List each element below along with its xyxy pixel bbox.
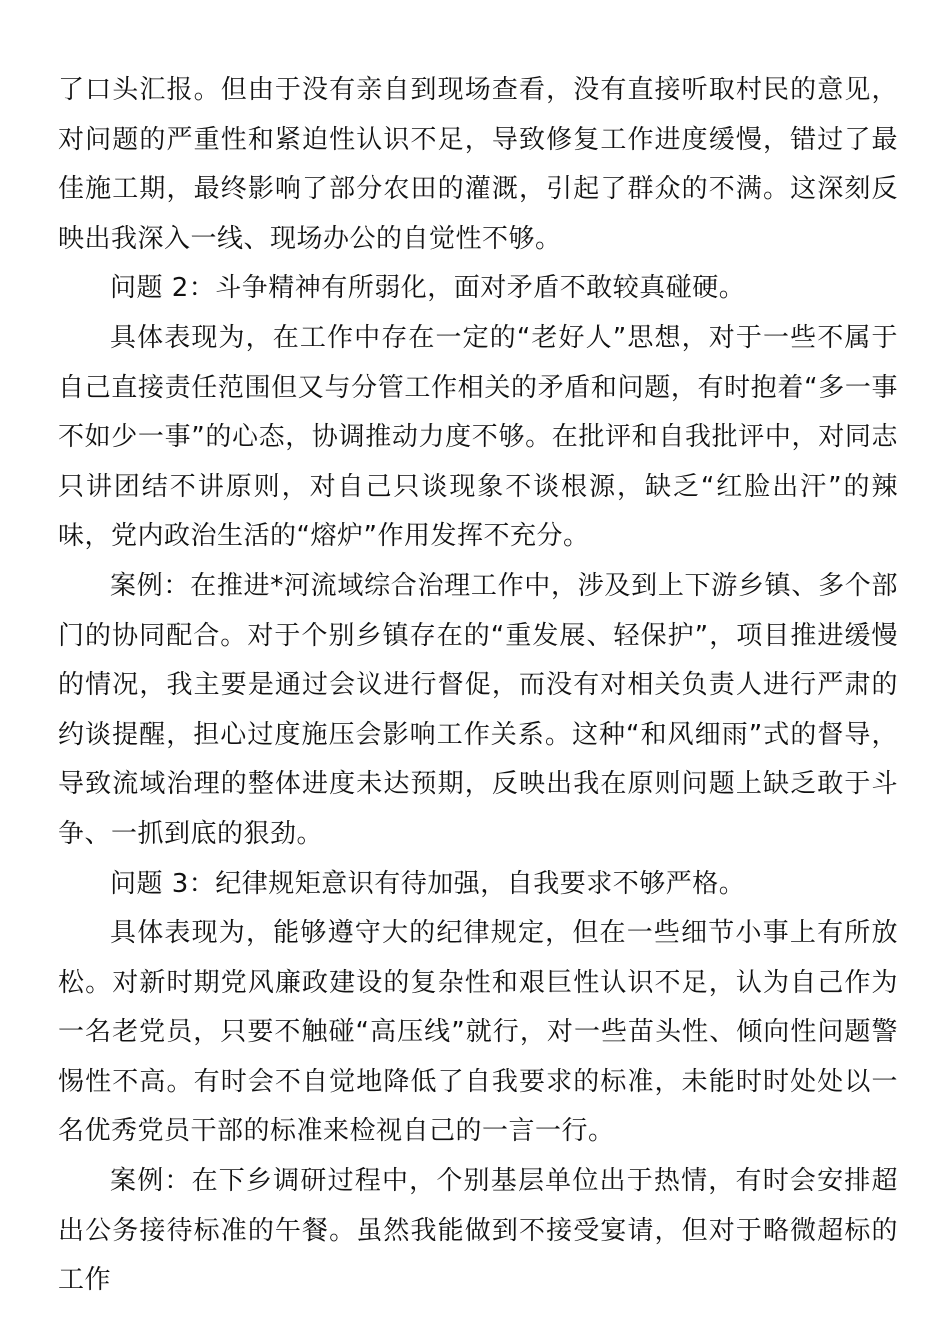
paragraph-issue-3-details: 具体表现为，能够遵守大的纪律规定，但在一些细节小事上有所放松。对新时期党风廉政建设的复杂性和艰巨性认识不足，认为自己作为一名老党员，只要不触碰“高压线”就行，对一些苗头性、倾向性问题警惕性不高。有时会不自觉地降低了自我要求的标准，未能时时处处以一名优秀党员干部的标准来检视自己的一言一行。 [58, 918, 898, 1147]
paragraph-issue-2-case: 案例：在推进*河流域综合治理工作中，涉及到上下游乡镇、多个部门的协同配合。对于个别乡镇存在的“重发展、轻保护”，项目推进缓慢的情况，我主要是通过会议进行督促，而没有对相关负责人进行严肃的约谈提醒，担心过度施压会影响工作关系。这种“和风细雨”式的督导，导致流域治理的整体进度未达预期，反映出我在原则问题上缺乏敢于斗争、一抓到底的狠劲。 [58, 570, 898, 849]
paragraph-issue-3-case: 案例：在下乡调研过程中，个别基层单位出于热情，有时会安排超出公务接待标准的午餐。虽然我能做到不接受宴请，但对于略微超标的工作 [58, 1166, 898, 1296]
paragraph-issue-2-details: 具体表现为，在工作中存在一定的“老好人”思想，对于一些不属于自己直接责任范围但又与分管工作相关的矛盾和问题，有时抱着“多一事不如少一事”的心态，协调推动力度不够。在批评和自我批评中，对同志只讲团结不讲原则，对自己只谈现象不谈根源，缺乏“红脸出汗”的辣味，党内政治生活的“熔炉”作用发挥不充分。 [58, 322, 898, 552]
paragraph-issue-2-heading: 问题 2：斗争精神有所弱化，面对矛盾不敢较真碰硬。 [110, 273, 746, 304]
document-page [58, 66, 898, 1306]
paragraph-continuation: 了口头汇报。但由于没有亲自到现场查看，没有直接听取村民的意见，对问题的严重性和紧迫性认识不足，导致修复工作进度缓慢，错过了最佳施工期，最终影响了部分农田的灌溉，引起了群众的不满。这深刻反映出我深入一线、现场办公的自觉性不够。 [58, 75, 898, 254]
paragraph-issue-3-heading: 问题 3：纪律规矩意识有待加强，自我要求不够严格。 [110, 868, 746, 899]
